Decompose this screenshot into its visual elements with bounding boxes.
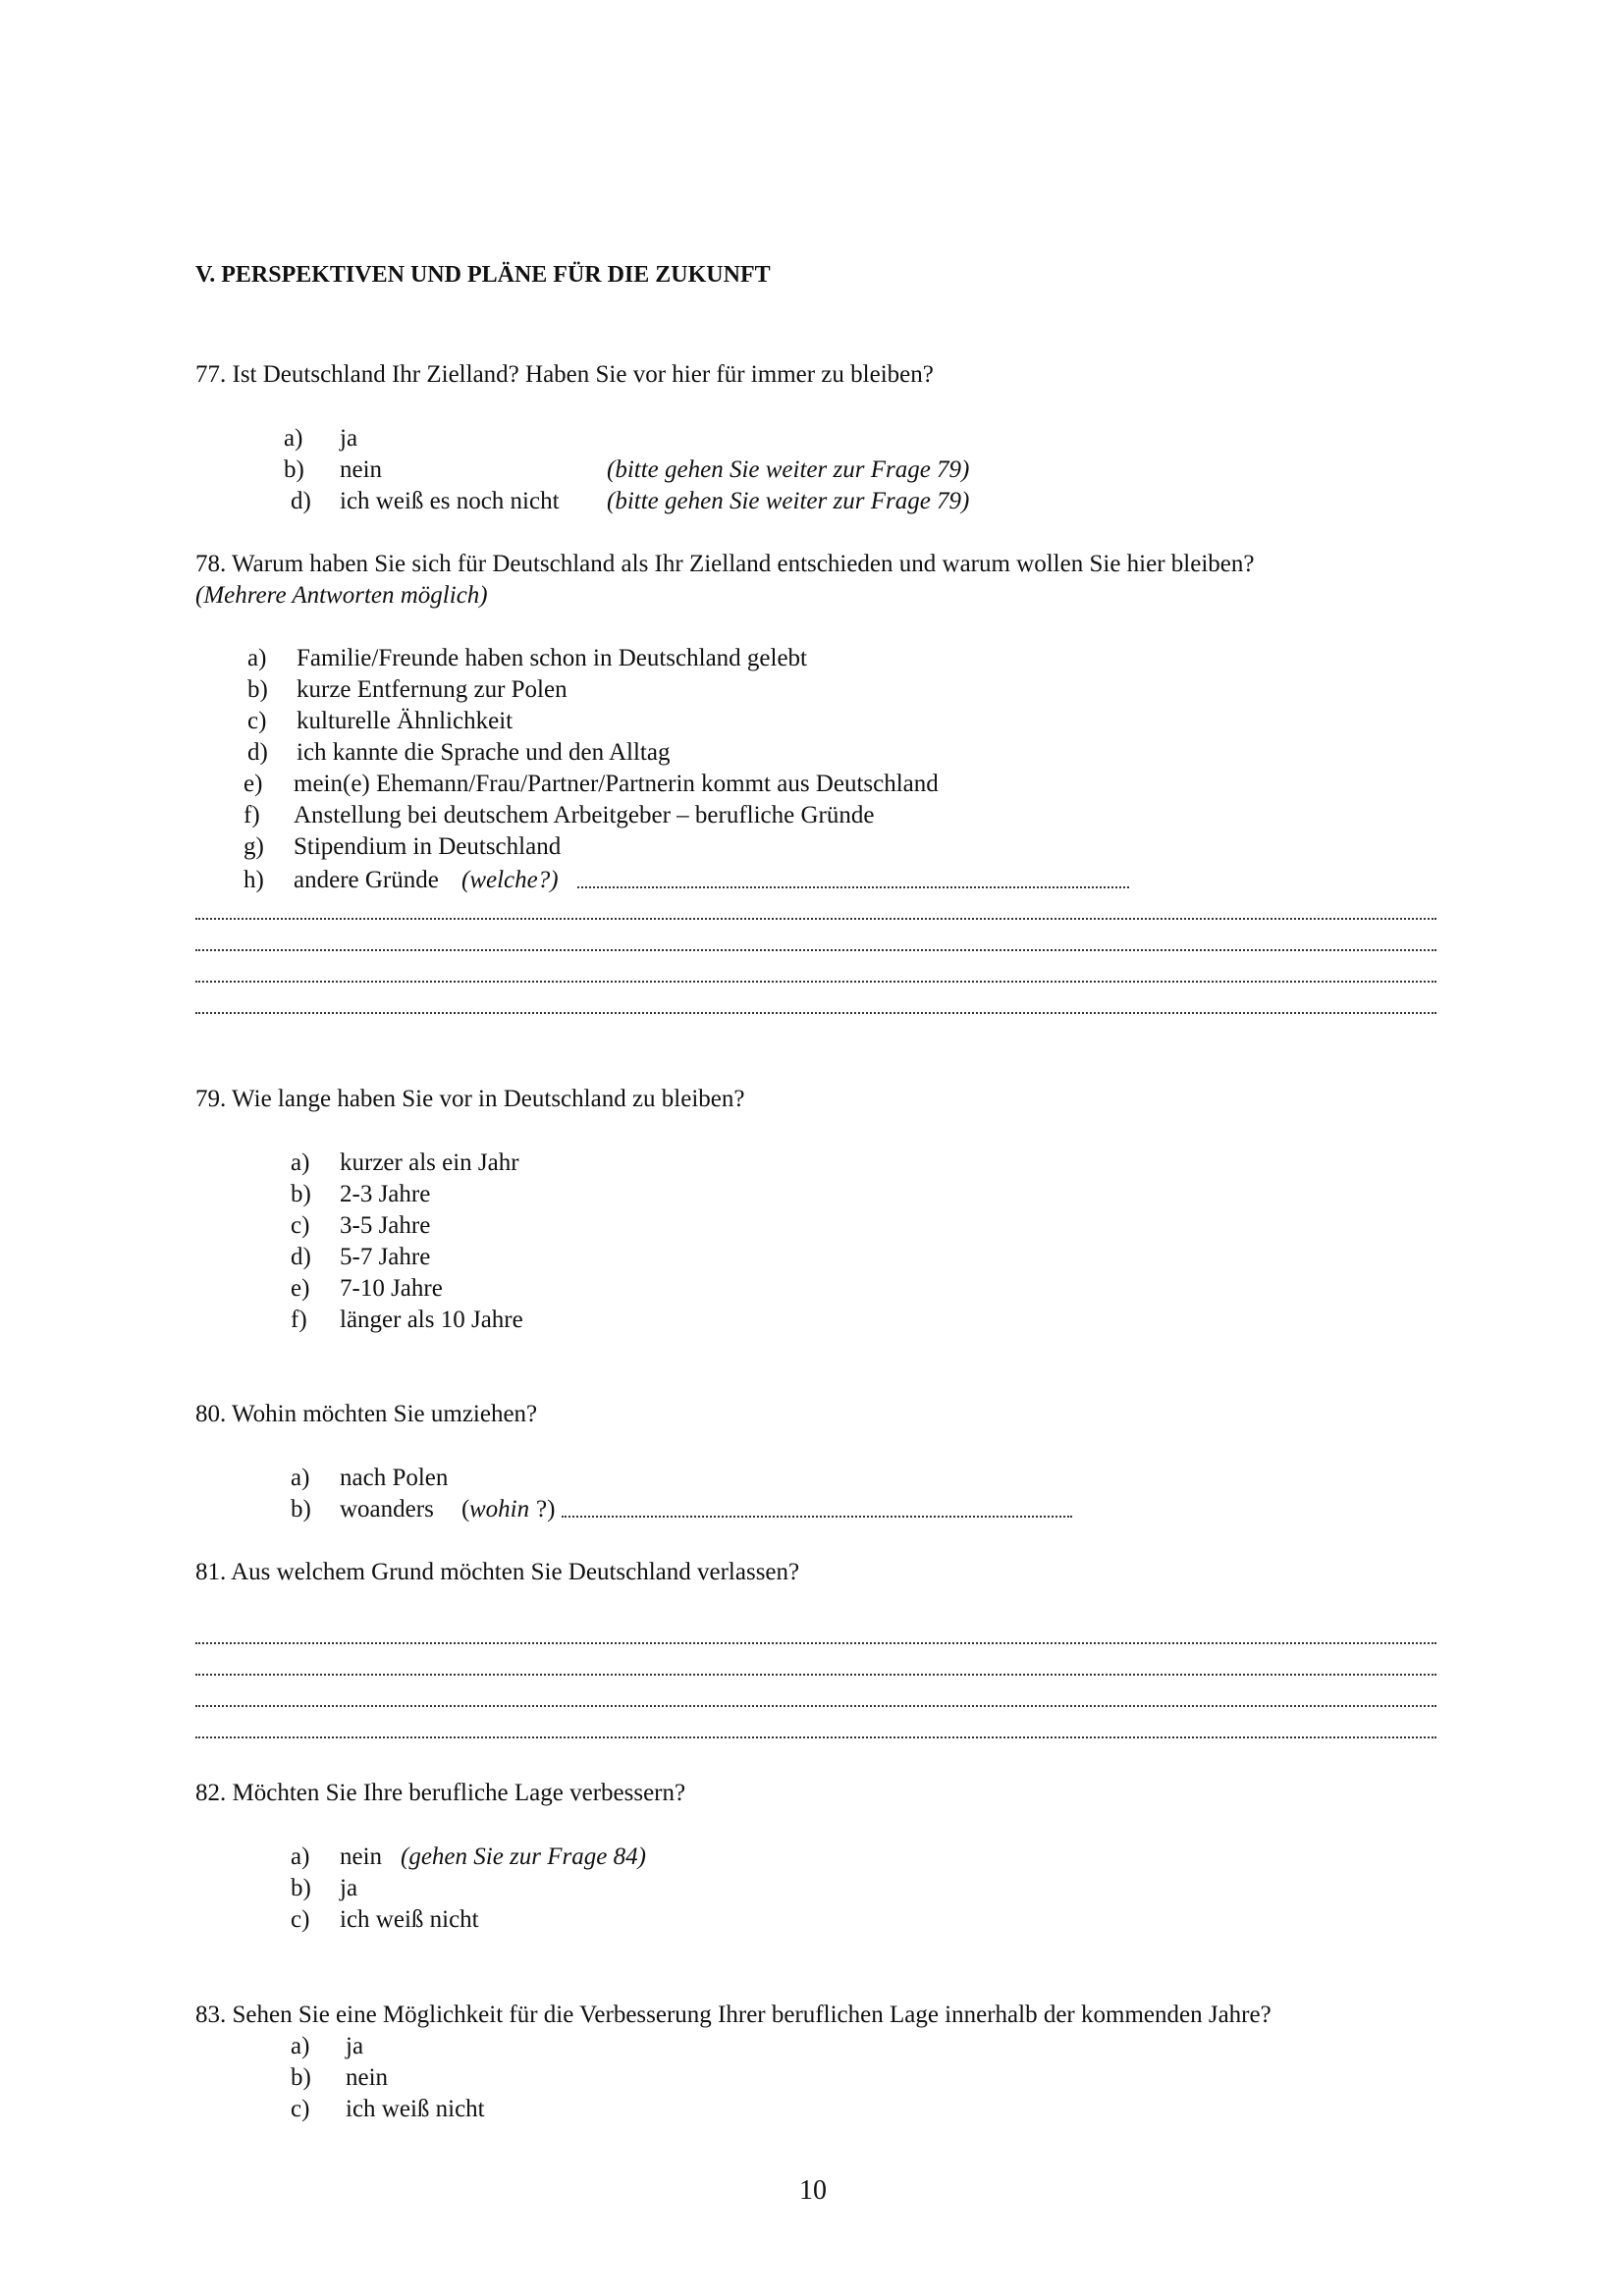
option-letter: b) — [284, 456, 304, 483]
option-hint-close: ?) — [536, 1496, 556, 1522]
option-label: 7-10 Jahre — [340, 1275, 443, 1302]
option-letter: a) — [284, 425, 303, 452]
option-letter: b) — [291, 1496, 311, 1522]
option-letter: b) — [291, 1181, 311, 1207]
question-80: 80. Wohin möchten Sie umziehen? — [195, 1401, 538, 1427]
option-label: ich weiß nicht — [340, 1906, 479, 1933]
option-label: nein — [340, 1843, 383, 1870]
option-label: mein(e) Ehemann/Frau/Partner/Partnerin kommt aus Deutschland — [294, 771, 939, 797]
option-letter: b) — [291, 1875, 311, 1901]
option-label: nach Polen — [340, 1465, 449, 1491]
option-letter: a) — [291, 1843, 310, 1870]
answer-line[interactable] — [195, 896, 1436, 928]
skip-instruction: (gehen Sie zur Frage 84) — [401, 1843, 646, 1870]
option-letter: c) — [247, 708, 267, 734]
option-letter: c) — [291, 2096, 310, 2122]
answer-line[interactable] — [195, 959, 1436, 990]
question-81: 81. Aus welchem Grund möchten Sie Deutschland verlassen? — [195, 1559, 800, 1585]
answer-line[interactable] — [195, 928, 1436, 959]
option-letter: e) — [243, 771, 263, 797]
option-label: kurze Entfernung zur Polen — [297, 676, 568, 703]
answer-line[interactable] — [195, 1652, 1436, 1683]
option-label: ja — [346, 2033, 364, 2059]
option-letter: f) — [243, 802, 260, 828]
question-78-hint: (Mehrere Antworten möglich) — [195, 582, 488, 609]
question-77: 77. Ist Deutschland Ihr Zielland? Haben Sie vor hier für immer zu bleiben? — [195, 361, 934, 388]
option-letter: d) — [291, 1244, 311, 1270]
option-letter: g) — [243, 833, 264, 860]
option-label: nein — [346, 2064, 389, 2091]
answer-line[interactable] — [195, 990, 1436, 1022]
option-letter: a) — [291, 1465, 310, 1491]
question-78: 78. Warum haben Sie sich für Deutschland als Ihr Zielland entschieden und warum wollen Sie hier bleiben? — [195, 551, 1255, 577]
option-letter: a) — [247, 645, 267, 671]
page-number: 10 — [799, 2175, 827, 2206]
option-label: ich kannte die Sprache und den Alltag — [297, 739, 671, 766]
option-letter: b) — [247, 676, 268, 703]
option-label: ja — [340, 1875, 358, 1901]
answer-line-other-reasons[interactable] — [577, 865, 1129, 896]
skip-instruction: (bitte gehen Sie weiter zur Frage 79) — [607, 456, 970, 483]
option-label: 3-5 Jahre — [340, 1212, 431, 1239]
question-82: 82. Möchten Sie Ihre berufliche Lage verbessern? — [195, 1780, 686, 1806]
option-letter: e) — [291, 1275, 310, 1302]
option-letter: f) — [291, 1307, 307, 1333]
option-label: ich weiß nicht — [346, 2096, 485, 2122]
answer-line[interactable] — [195, 1683, 1436, 1715]
option-letter: d) — [247, 739, 268, 766]
option-letter: b) — [291, 2064, 311, 2091]
option-label: Familie/Freunde haben schon in Deutschland gelebt — [297, 645, 808, 671]
option-label: woanders — [340, 1496, 434, 1522]
section-title: V. PERSPEKTIVEN UND PLÄNE FÜR DIE ZUKUNFT — [195, 262, 771, 288]
option-letter: c) — [291, 1212, 310, 1239]
option-label: ja — [340, 425, 358, 452]
option-label: 5-7 Jahre — [340, 1244, 431, 1270]
option-label: 2-3 Jahre — [340, 1181, 431, 1207]
answer-line-where[interactable] — [562, 1494, 1072, 1525]
option-hint: (welche?) — [461, 867, 559, 893]
option-label: länger als 10 Jahre — [340, 1307, 523, 1333]
option-letter: h) — [243, 867, 264, 893]
answer-line[interactable] — [195, 1715, 1436, 1746]
option-hint: wohin — [469, 1496, 530, 1522]
option-hint-open: ( — [461, 1496, 470, 1522]
option-label: ich weiß es noch nicht — [340, 488, 560, 514]
option-label: kurzer als ein Jahr — [340, 1149, 519, 1176]
option-label: nein — [340, 456, 383, 483]
option-letter: a) — [291, 1149, 310, 1176]
option-label: Anstellung bei deutschem Arbeitgeber – berufliche Gründe — [294, 802, 875, 828]
question-83: 83. Sehen Sie eine Möglichkeit für die Verbesserung Ihrer beruflichen Lage innerhalb der kommenden Jahre? — [195, 2002, 1271, 2028]
option-letter: a) — [291, 2033, 310, 2059]
option-letter: c) — [291, 1906, 310, 1933]
question-79: 79. Wie lange haben Sie vor in Deutschland zu bleiben? — [195, 1086, 745, 1112]
option-letter: d) — [291, 488, 311, 514]
answer-line[interactable] — [195, 1621, 1436, 1652]
skip-instruction: (bitte gehen Sie weiter zur Frage 79) — [607, 488, 970, 514]
option-label: kulturelle Ähnlichkeit — [297, 708, 514, 734]
option-label: andere Gründe — [294, 867, 439, 893]
option-label: Stipendium in Deutschland — [294, 833, 562, 860]
